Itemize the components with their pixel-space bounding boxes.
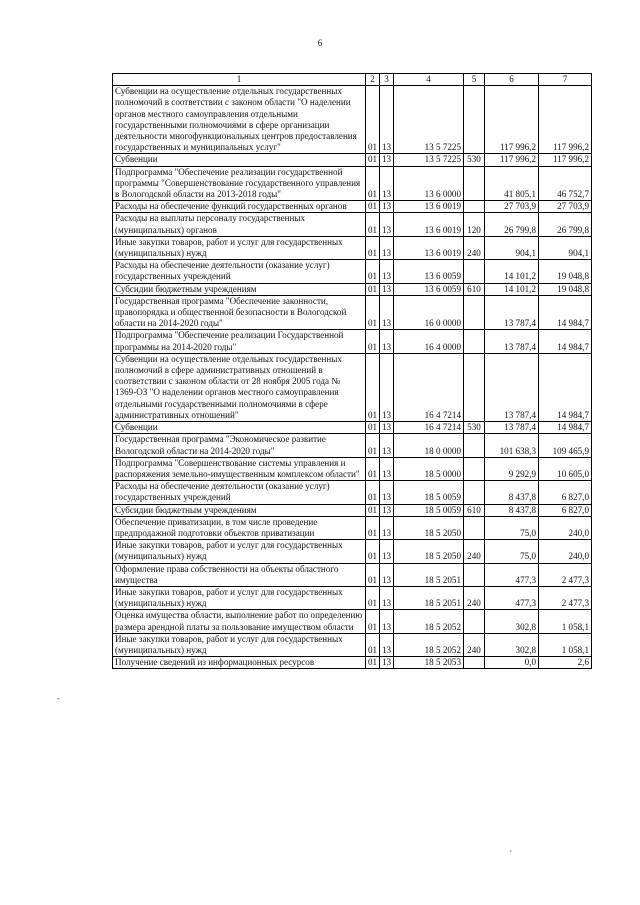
subsection-code: 13 — [380, 330, 394, 353]
section-code: 01 — [366, 201, 380, 213]
amount-year-1: 75,0 — [485, 540, 539, 563]
expense-type-code — [464, 457, 485, 480]
column-header: 4 — [394, 74, 464, 86]
amount-year-2: 27 703,9 — [539, 201, 592, 213]
section-code: 01 — [366, 610, 380, 633]
amount-year-1: 13 787,4 — [485, 295, 539, 330]
section-code: 01 — [366, 330, 380, 353]
table-row — [113, 586, 592, 609]
expense-type-code: 240 — [464, 586, 485, 609]
table-row — [113, 213, 592, 236]
page-number: 6 — [317, 38, 323, 48]
amount-year-1: 117 996,2 — [485, 86, 539, 154]
amount-year-1: 477,3 — [485, 563, 539, 586]
table-row — [113, 295, 592, 330]
target-article-code: 13 6 0019 — [394, 213, 464, 236]
amount-year-2: 240,0 — [539, 516, 592, 539]
amount-year-2: 2,6 — [539, 657, 592, 669]
amount-year-1: 302,8 — [485, 633, 539, 656]
amount-year-1: 41 805,1 — [485, 166, 539, 201]
target-article-code: 16 4 7214 — [394, 353, 464, 421]
subsection-code: 13 — [380, 586, 394, 609]
row-name: Иные закупки товаров, работ и услуг для государственных (муниципальных) нужд — [113, 586, 366, 609]
section-code: 01 — [366, 236, 380, 259]
row-name: Оформление права собственности на объекты областного имущества — [113, 563, 366, 586]
table-row — [113, 610, 592, 633]
amount-year-2: 1 058,1 — [539, 610, 592, 633]
amount-year-2: 117 996,2 — [539, 154, 592, 166]
amount-year-2: 240,0 — [539, 540, 592, 563]
expense-type-code — [464, 516, 485, 539]
amount-year-1: 13 787,4 — [485, 353, 539, 421]
target-article-code: 18 5 0000 — [394, 457, 464, 480]
expense-type-code — [464, 201, 485, 213]
column-header: 6 — [485, 74, 539, 86]
target-article-code: 16 4 0000 — [394, 330, 464, 353]
amount-year-2: 19 048,8 — [539, 260, 592, 283]
expense-type-code — [464, 260, 485, 283]
amount-year-2: 14 984,7 — [539, 353, 592, 421]
amount-year-2: 46 752,7 — [539, 166, 592, 201]
amount-year-1: 477,3 — [485, 586, 539, 609]
section-code: 01 — [366, 540, 380, 563]
table-row — [113, 540, 592, 563]
row-name: Расходы на обеспечение функций государственных органов — [113, 201, 366, 213]
section-code: 01 — [366, 353, 380, 421]
column-header: 3 — [380, 74, 394, 86]
table-row — [113, 166, 592, 201]
subsection-code: 13 — [380, 610, 394, 633]
section-code: 01 — [366, 504, 380, 516]
target-article-code: 13 6 0019 — [394, 201, 464, 213]
amount-year-2: 10 605,0 — [539, 457, 592, 480]
target-article-code: 18 5 2050 — [394, 540, 464, 563]
section-code: 01 — [366, 260, 380, 283]
section-code: 01 — [366, 283, 380, 295]
row-name: Субсидии бюджетным учреждениям — [113, 283, 366, 295]
amount-year-1: 8 437,8 — [485, 481, 539, 504]
amount-year-1: 13 787,4 — [485, 330, 539, 353]
row-name: Подпрограмма "Обеспечение реализации государственной программы "Совершенствование государственного управления в Вологодской области на 2013-2018 годы" — [113, 166, 366, 201]
expense-type-code: 240 — [464, 236, 485, 259]
amount-year-1: 14 101,2 — [485, 260, 539, 283]
corner-mark: ´ — [509, 850, 513, 861]
target-article-code: 16 0 0000 — [394, 295, 464, 330]
amount-year-2: 14 984,7 — [539, 295, 592, 330]
table-row — [113, 657, 592, 669]
subsection-code: 13 — [380, 353, 394, 421]
section-code: 01 — [366, 481, 380, 504]
row-name: Расходы на выплаты персоналу государственных (муниципальных) органов — [113, 213, 366, 236]
row-name: Оценка имущества области, выполнение работ по определению размера арендной платы за пользование имуществом области — [113, 610, 366, 633]
subsection-code: 13 — [380, 422, 394, 434]
table-row — [113, 260, 592, 283]
row-name: Государственная программа "Обеспечение законности, правопорядка и общественной безопасности в Вологодской области на 2014-2020 годы" — [113, 295, 366, 330]
amount-year-2: 904,1 — [539, 236, 592, 259]
target-article-code: 18 5 2051 — [394, 586, 464, 609]
expense-type-code — [464, 563, 485, 586]
amount-year-1: 13 787,4 — [485, 422, 539, 434]
expense-type-code — [464, 353, 485, 421]
section-code: 01 — [366, 422, 380, 434]
amount-year-2: 2 477,3 — [539, 586, 592, 609]
table-row — [113, 457, 592, 480]
section-code: 01 — [366, 633, 380, 656]
table-row — [113, 504, 592, 516]
subsection-code: 13 — [380, 201, 394, 213]
amount-year-1: 14 101,2 — [485, 283, 539, 295]
section-code: 01 — [366, 154, 380, 166]
row-name: Субвенции на осуществление отдельных государственных полномочий в соответствии с законом области "О наделении органов местного самоуправления отдельными государственными полномочиями в сфере организации деятельности многофункциональных центров предоставления государственных и муниципальных услуг" — [113, 86, 366, 154]
subsection-code: 13 — [380, 657, 394, 669]
budget-table — [112, 73, 592, 669]
table-row — [113, 516, 592, 539]
subsection-code: 13 — [380, 516, 394, 539]
subsection-code: 13 — [380, 236, 394, 259]
target-article-code: 18 5 2053 — [394, 657, 464, 669]
subsection-code: 13 — [380, 295, 394, 330]
target-article-code: 13 6 0059 — [394, 283, 464, 295]
amount-year-1: 101 638,3 — [485, 434, 539, 457]
section-code: 01 — [366, 86, 380, 154]
target-article-code: 18 5 2050 — [394, 516, 464, 539]
amount-year-1: 9 292,9 — [485, 457, 539, 480]
section-code: 01 — [366, 213, 380, 236]
row-name: Расходы на обеспечение деятельности (оказание услуг) государственных учреждений — [113, 481, 366, 504]
amount-year-1: 8 437,8 — [485, 504, 539, 516]
amount-year-1: 117 996,2 — [485, 154, 539, 166]
amount-year-2: 117 996,2 — [539, 86, 592, 154]
expense-type-code — [464, 610, 485, 633]
subsection-code: 13 — [380, 540, 394, 563]
table-row — [113, 330, 592, 353]
section-code: 01 — [366, 516, 380, 539]
section-code: 01 — [366, 563, 380, 586]
column-header: 2 — [366, 74, 380, 86]
table-row — [113, 201, 592, 213]
section-code: 01 — [366, 166, 380, 201]
row-name: Субвенции — [113, 422, 366, 434]
column-header: 1 — [113, 74, 366, 86]
expense-type-code — [464, 434, 485, 457]
table-row — [113, 434, 592, 457]
amount-year-1: 302,8 — [485, 610, 539, 633]
target-article-code: 18 0 0000 — [394, 434, 464, 457]
amount-year-2: 19 048,8 — [539, 283, 592, 295]
target-article-code: 13 5 7225 — [394, 86, 464, 154]
row-name: Подпрограмма "Совершенствование системы управления и распоряжения земельно-имущественным комплексом области" — [113, 457, 366, 480]
amount-year-1: 0,0 — [485, 657, 539, 669]
row-name: Подпрограмма "Обеспечение реализации Государственной программы на 2014-2020 годы" — [113, 330, 366, 353]
table-row — [113, 154, 592, 166]
section-code: 01 — [366, 295, 380, 330]
subsection-code: 13 — [380, 283, 394, 295]
expense-type-code: 120 — [464, 213, 485, 236]
expense-type-code: 530 — [464, 154, 485, 166]
row-name: Государственная программа "Экономическое развитие Вологодской области на 2014-2020 годы" — [113, 434, 366, 457]
subsection-code: 13 — [380, 260, 394, 283]
expense-type-code: 610 — [464, 504, 485, 516]
amount-year-1: 75,0 — [485, 516, 539, 539]
expense-type-code — [464, 86, 485, 154]
expense-type-code — [464, 330, 485, 353]
row-name: Обеспечение приватизации, в том числе проведение предпродажной подготовки объектов приватизации — [113, 516, 366, 539]
expense-type-code — [464, 481, 485, 504]
row-name: Субвенции на осуществление отдельных государственных полномочий в сфере административных отношений в соответствии с законом области от 28 ноября 2005 года № 1369-ОЗ "О наделении органов местного самоуправления отдельными государственными полномочиями в сфере административных отношений" — [113, 353, 366, 421]
amount-year-2: 1 058,1 — [539, 633, 592, 656]
table-row — [113, 563, 592, 586]
section-code: 01 — [366, 457, 380, 480]
row-name: Расходы на обеспечение деятельности (оказание услуг) государственных учреждений — [113, 260, 366, 283]
target-article-code: 13 6 0000 — [394, 166, 464, 201]
amount-year-1: 26 799,8 — [485, 213, 539, 236]
table-header-row — [113, 74, 592, 86]
amount-year-2: 6 827,0 — [539, 504, 592, 516]
subsection-code: 13 — [380, 633, 394, 656]
target-article-code: 13 6 0019 — [394, 236, 464, 259]
section-code: 01 — [366, 434, 380, 457]
amount-year-2: 26 799,8 — [539, 213, 592, 236]
section-code: 01 — [366, 657, 380, 669]
subsection-code: 13 — [380, 457, 394, 480]
expense-type-code: 240 — [464, 633, 485, 656]
target-article-code: 18 5 0059 — [394, 504, 464, 516]
table-row — [113, 86, 592, 154]
table-row — [113, 633, 592, 656]
expense-type-code — [464, 657, 485, 669]
stray-mark: - — [57, 693, 60, 703]
row-name: Субсидии бюджетным учреждениям — [113, 504, 366, 516]
table-row — [113, 481, 592, 504]
target-article-code: 18 5 2052 — [394, 633, 464, 656]
section-code: 01 — [366, 586, 380, 609]
target-article-code: 18 5 2052 — [394, 610, 464, 633]
table-row — [113, 422, 592, 434]
amount-year-1: 27 703,9 — [485, 201, 539, 213]
subsection-code: 13 — [380, 86, 394, 154]
amount-year-1: 904,1 — [485, 236, 539, 259]
subsection-code: 13 — [380, 154, 394, 166]
subsection-code: 13 — [380, 481, 394, 504]
amount-year-2: 14 984,7 — [539, 330, 592, 353]
subsection-code: 13 — [380, 563, 394, 586]
column-header: 5 — [464, 74, 485, 86]
expense-type-code — [464, 295, 485, 330]
subsection-code: 13 — [380, 434, 394, 457]
expense-type-code: 530 — [464, 422, 485, 434]
subsection-code: 13 — [380, 166, 394, 201]
row-name: Иные закупки товаров, работ и услуг для государственных (муниципальных) нужд — [113, 633, 366, 656]
table-row — [113, 353, 592, 421]
table-row — [113, 236, 592, 259]
target-article-code: 18 5 0059 — [394, 481, 464, 504]
row-name: Субвенции — [113, 154, 366, 166]
amount-year-2: 14 984,7 — [539, 422, 592, 434]
target-article-code: 16 4 7214 — [394, 422, 464, 434]
column-header: 7 — [539, 74, 592, 86]
expense-type-code — [464, 166, 485, 201]
row-name: Иные закупки товаров, работ и услуг для государственных (муниципальных) нужд — [113, 540, 366, 563]
row-name: Получение сведений из информационных ресурсов — [113, 657, 366, 669]
amount-year-2: 6 827,0 — [539, 481, 592, 504]
expense-type-code: 610 — [464, 283, 485, 295]
target-article-code: 13 6 0059 — [394, 260, 464, 283]
target-article-code: 13 5 7225 — [394, 154, 464, 166]
amount-year-2: 109 465,9 — [539, 434, 592, 457]
row-name: Иные закупки товаров, работ и услуг для государственных (муниципальных) нужд — [113, 236, 366, 259]
expense-type-code: 240 — [464, 540, 485, 563]
subsection-code: 13 — [380, 213, 394, 236]
amount-year-2: 2 477,3 — [539, 563, 592, 586]
target-article-code: 18 5 2051 — [394, 563, 464, 586]
subsection-code: 13 — [380, 504, 394, 516]
table-row — [113, 283, 592, 295]
